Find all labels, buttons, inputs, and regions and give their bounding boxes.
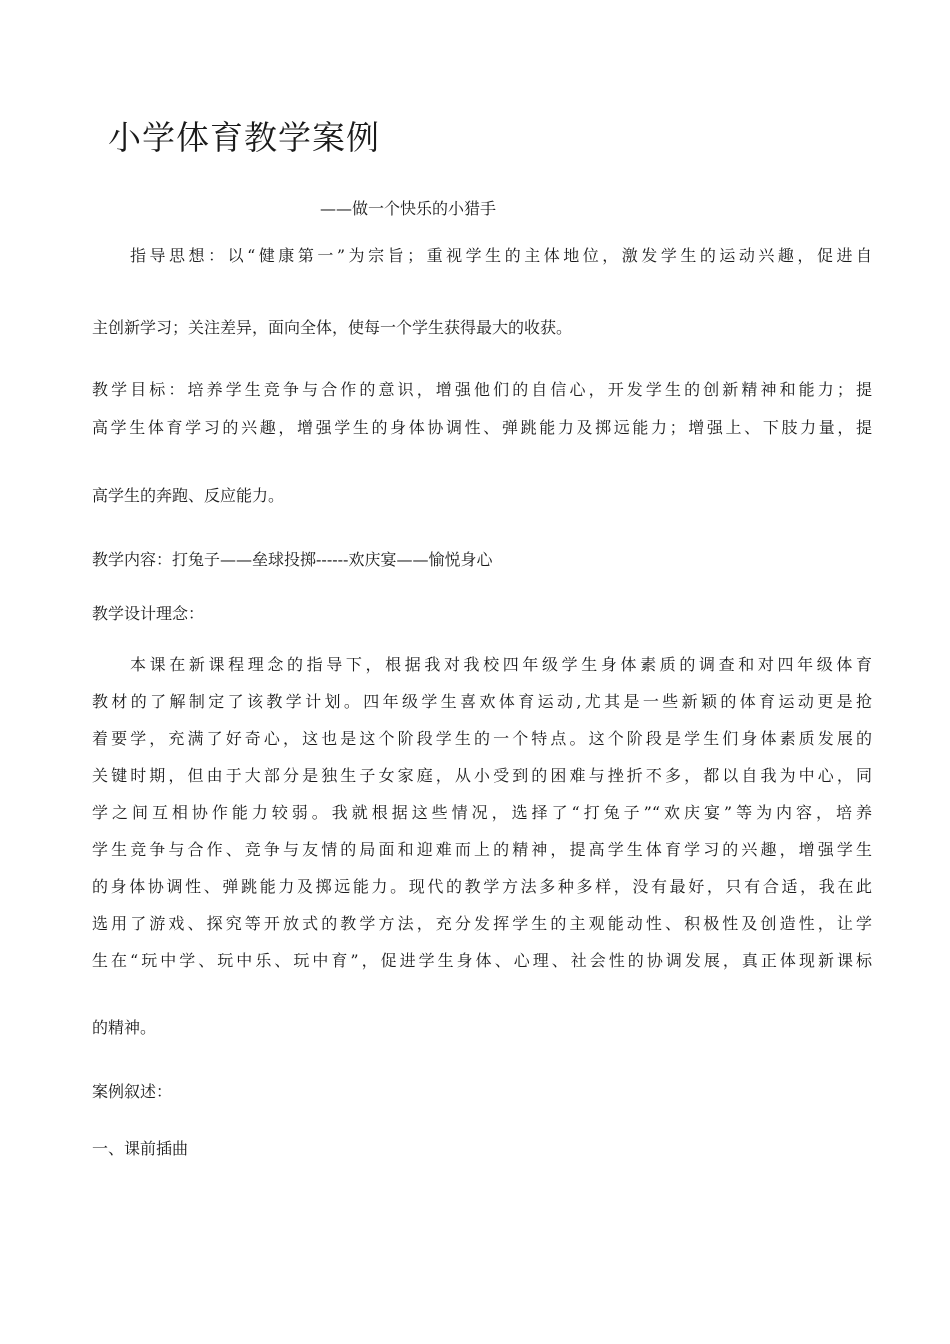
design-concept-heading: 教学设计理念： <box>92 604 205 623</box>
page-title: 小学体育教学案例 <box>108 118 380 157</box>
design-concept-line: 关键时期，但由于大部分是独生子女家庭，从小受到的困难与挫折不多，都以自我为中心，同 <box>92 766 872 785</box>
design-concept-line: 学之间互相协作能力较弱。我就根据这些情况，选择了“打兔子”“欢庆宴”等为内容，培养 <box>92 803 872 822</box>
guiding-thought-line: 主创新学习；关注差异，面向全体，使每一个学生获得最大的收获。 <box>92 318 573 337</box>
design-concept-line: 生在“玩中学、玩中乐、玩中育”，促进学生身体、心理、社会性的协调发展，真正体现新课标 <box>92 951 872 970</box>
case-narration-heading: 案例叙述： <box>92 1082 173 1101</box>
design-concept-line: 着要学，充满了好奇心，这也是这个阶段学生的一个特点。这个阶段是学生们身体素质发展的 <box>92 729 872 748</box>
guiding-thought-line: 指导思想：以“健康第一”为宗旨；重视学生的主体地位，激发学生的运动兴趣，促进自 <box>130 246 872 265</box>
design-concept-line: 选用了游戏、探究等开放式的教学方法，充分发挥学生的主观能动性、积极性及创造性，让学 <box>92 914 872 933</box>
teaching-content: 教学内容：打兔子——垒球投掷------欢庆宴——愉悦身心 <box>92 550 493 569</box>
design-concept-line: 教材的了解制定了该教学计划。四年级学生喜欢体育运动,尤其是一些新颖的体育运动更是抢 <box>92 692 872 711</box>
page-subtitle: ——做一个快乐的小猎手 <box>320 199 497 218</box>
design-concept-line: 学生竞争与合作、竞争与友情的局面和迎难而上的精神，提高学生体育学习的兴趣，增强学生 <box>92 840 872 859</box>
design-concept-line: 本课在新课程理念的指导下，根据我对我校四年级学生身体素质的调查和对四年级体育 <box>130 655 872 674</box>
teaching-goals-line: 教学目标：培养学生竞争与合作的意识，增强他们的自信心，开发学生的创新精神和能力；提 <box>92 380 872 399</box>
teaching-goals-line: 高学生的奔跑、反应能力。 <box>92 486 285 505</box>
section-heading: 一、课前插曲 <box>92 1139 189 1158</box>
design-concept-line: 的精神。 <box>92 1018 157 1037</box>
teaching-goals-line: 高学生体育学习的兴趣，增强学生的身体协调性、弹跳能力及掷远能力；增强上、下肢力量，提 <box>92 418 872 437</box>
design-concept-line: 的身体协调性、弹跳能力及掷远能力。现代的教学方法多种多样，没有最好，只有合适，我在此 <box>92 877 872 896</box>
